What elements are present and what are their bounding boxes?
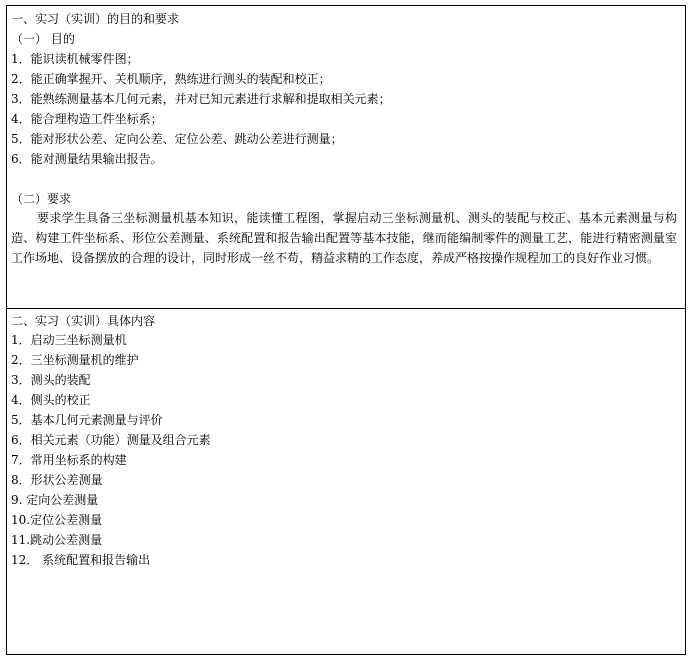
section1-heading: 一、实习（实训）的目的和要求 [11,12,180,26]
purpose-requirements-cell [7,6,685,309]
purpose-item: 6．能对测量结果输出报告。 [11,152,163,166]
content-item: 6．相关元素（功能）测量及组合元素 [11,433,211,447]
requirements-paragraph: 要求学生具备三坐标测量机基本知识，能读懂工程图，掌握启动三坐标测量机、测头的装配与校正、基本元素测量与构造、构建工件坐标系、形位公差测量、系统配置和报告输出配置等基本技能，继而能编制零件的测量工艺，能进行精密测量室工作场地、设备摆放的合理的设计，同时形成一丝不苟，精益求精的工作态度，养成严格按操作规程加工的良好作业习惯。 [11,211,677,265]
requirements-heading: （二）要求 [11,192,72,206]
purpose-item: 2．能正确掌握开、关机顺序，熟练进行测头的装配和校正； [11,72,331,86]
purpose-item: 4．能合理构造工件坐标系； [11,112,163,126]
purpose-heading: （一） 目的 [11,32,75,46]
content-item: 7．常用坐标系的构建 [11,453,127,467]
content-item: 9. 定向公差测量 [11,493,99,507]
content-item: 2．三坐标测量机的维护 [11,353,139,367]
purpose-item: 3．能熟练测量基本几何元素，并对已知元素进行求解和提取相关元素； [11,92,391,106]
content-item: 12． 系统配置和报告输出 [11,553,151,567]
purpose-item: 5．能对形状公差、定向公差、定位公差、跳动公差进行测量； [11,132,343,146]
purpose-item: 1．能识读机械零件图； [11,52,139,66]
content-cell [7,309,685,654]
document-table [6,5,686,655]
content-item: 3．测头的装配 [11,373,91,387]
content-item: 1．启动三坐标测量机 [11,333,127,347]
content-item: 11.跳动公差测量 [11,533,103,547]
content-item: 10.定位公差测量 [11,513,103,527]
content-item: 5．基本几何元素测量与评价 [11,413,163,427]
section2-heading: 二、实习（实训）具体内容 [11,314,156,328]
content-item: 8．形状公差测量 [11,473,103,487]
content-item: 4．侧头的校正 [11,393,91,407]
